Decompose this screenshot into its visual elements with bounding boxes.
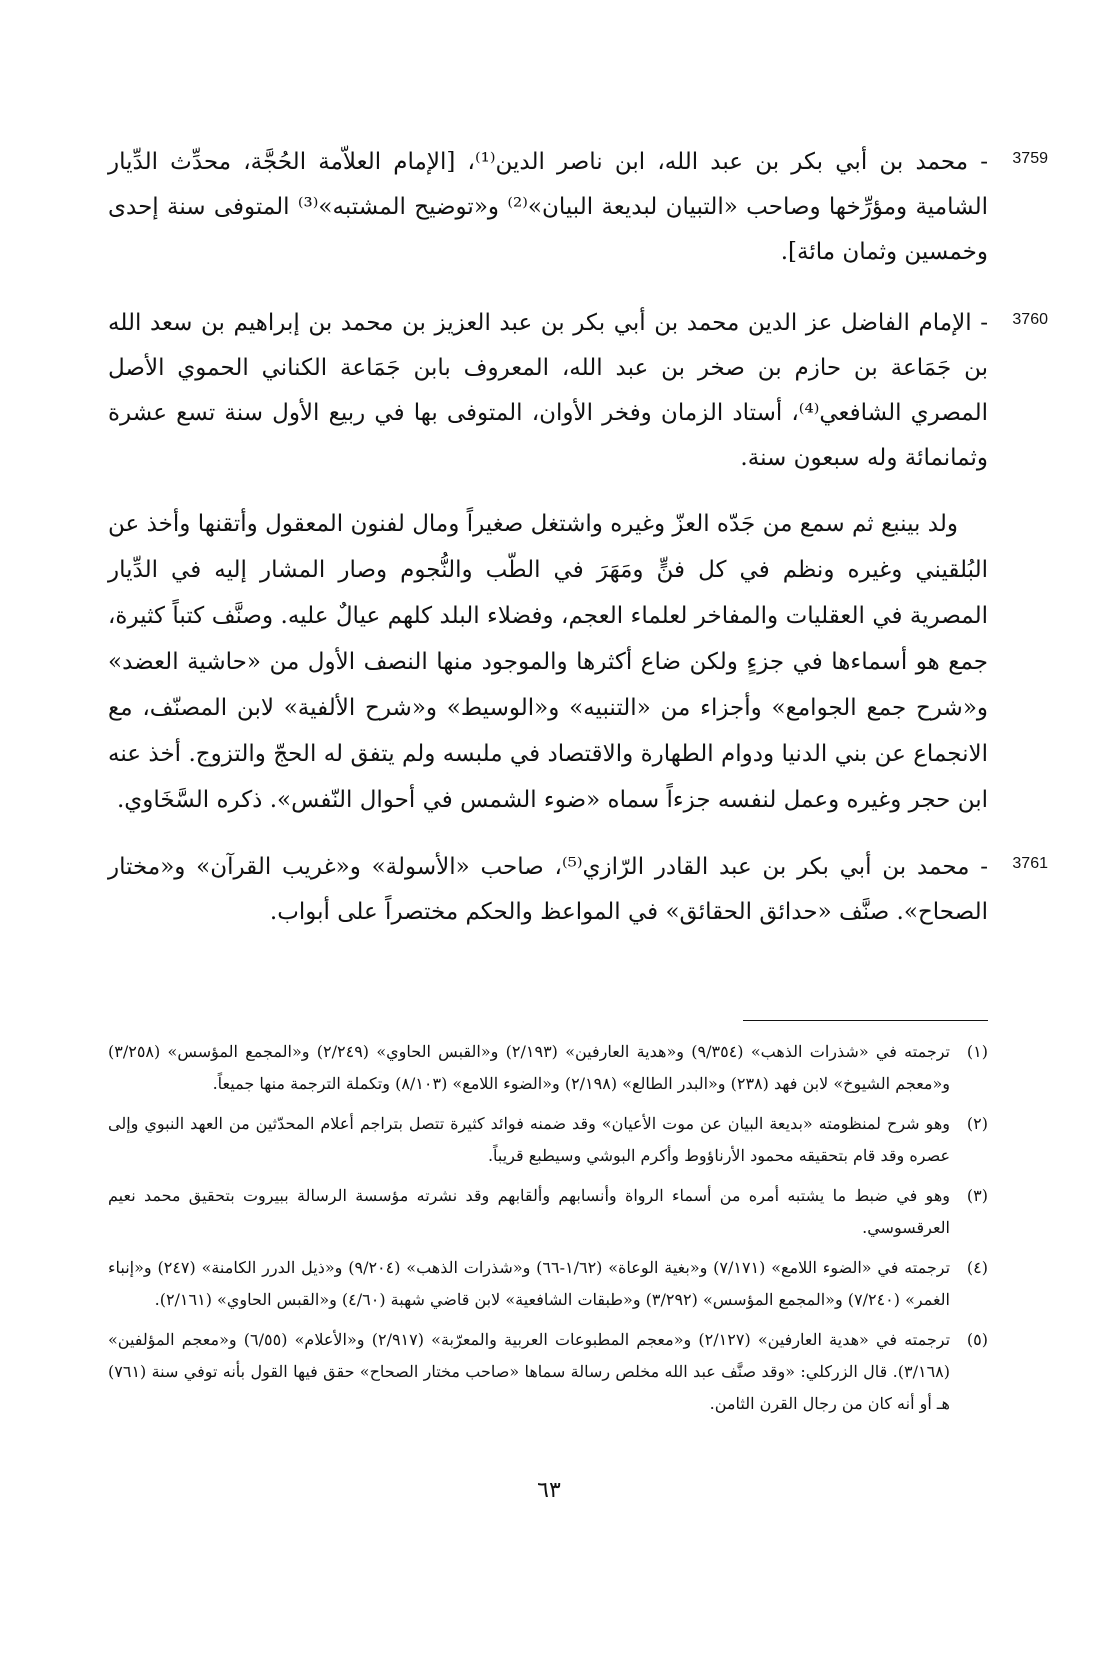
footnote-text: ترجمته في «هدية العارفين» (٢/١٢٧) و«معجم المطبوعات العربية والمعرّبة» (٢/٩١٧) و«الأعلام» (٦/٥٥) و«معجم المؤلفين» (٣/١٦٨). قال الزركلي: «وقد صنَّف عبد الله مخلص رسالة سماها «صاحب مختار الصحاح» حقق فيها القول بأنه توفي سنة (٧٦١) هـ أو أنه كان من رجال القرن الثامن. <box>108 1330 951 1413</box>
footnote <box>108 1108 988 1172</box>
footnote-marker: (٣) <box>966 1186 988 1205</box>
footnotes <box>108 1036 988 1428</box>
footnote-text: ترجمته في «شذرات الذهب» (٩/٣٥٤) و«هدية العارفين» (٢/١٩٣) و«القبس الحاوي» (٢/٢٤٩) و«المجمع المؤسس» (٣/٢٥٨) و«معجم الشيوخ» لابن فهد (٢٣٨) و«البدر الطالع» (٢/١٩٨) و«الضوء اللامع» (٨/١٠٣) وتكملة الترجمة منها جميعاً. <box>108 1042 951 1093</box>
entry-text: - الإمام الفاضل عز الدين محمد بن أبي بكر بن عبد العزيز بن محمد بن إبراهيم بن سعد الله بن جَمَاعة بن حازم بن صخر بن عبد الله، المعروف بابن جَمَاعة الكناني الحموي الأصل المصري الشافعي⁽⁴⁾، أستاد الزمان وفخر الأوان، المتوفى بها في ربيع الأول سنة تسع عشرة وثمانمائة وله سبعون سنة. <box>108 310 988 471</box>
page-number: ٦٣ <box>537 1478 561 1503</box>
entry-number: 3761 <box>1012 855 1048 872</box>
entry-number: 3759 <box>1012 150 1048 167</box>
biography-entry <box>108 845 1048 935</box>
footnote <box>108 1036 988 1100</box>
footnote-marker: (٥) <box>966 1330 988 1349</box>
biography-entry <box>108 301 1048 481</box>
biography-entry <box>108 140 1048 275</box>
footnote-text: ترجمته في «الضوء اللامع» (٧/١٧١) و«بغية الوعاة» (١/٦٢-٦٦) و«شذرات الذهب» (٩/٢٠٤) و«ذيل الدرر الكامنة» (٢٤٧) و«إنباء الغمر» (٧/٢٤٠) و«المجمع المؤسس» (٣/٢٩٢) و«طبقات الشافعية» لابن قاضي شهبة (٤/٦٠) و«القبس الحاوي» (٢/١٦١). <box>108 1258 951 1309</box>
footnote-divider <box>743 1020 988 1021</box>
footnote-marker: (٤) <box>966 1258 988 1277</box>
footnote <box>108 1180 988 1244</box>
entry-text: - محمد بن أبي بكر بن عبد الله، ابن ناصر الدين⁽¹⁾، [الإمام العلاّمة الحُجَّة، محدِّث الدِّيار الشامية ومؤرِّخها وصاحب «التبيان لبديعة البيان»⁽²⁾ و«توضيح المشتبه»⁽³⁾ المتوفى سنة إحدى وخمسين وثمان مائة]. <box>108 149 988 265</box>
footnote-text: وهو في ضبط ما يشتبه أمره من أسماء الرواة وأنسابهم وألقابهم وقد نشرته مؤسسة الرسالة ببيروت بتحقيق محمد نعيم العرقسوسي. <box>108 1186 950 1237</box>
entry-text: - محمد بن أبي بكر بن عبد القادر الرّازي⁽⁵⁾، صاحب «الأسولة» و«غريب القرآن» و«مختار الصحاح». صنَّف «حدائق الحقائق» في المواعظ والحكم مختصراً على أبواب. <box>108 854 988 925</box>
footnote-marker: (٢) <box>966 1114 988 1133</box>
main-text <box>108 140 1048 961</box>
footnote <box>108 1324 988 1420</box>
entry-number: 3760 <box>1012 311 1048 328</box>
entry-paragraph: ولد بينبع ثم سمع من جَدّه العزّ وغيره واشتغل صغيراً ومال لفنون المعقول وأتقنها وأخذ عن البُلقيني وغيره ونظم في كل فنٍّ ومَهَرَ في الطّب والنُّجوم وصار المشار إليه في الدِّيار المصرية في العقليات والمفاخر لعلماء العجم، وفضلاء البلد كلهم عيالٌ عليه. وصنَّف كتباً كثيرة، جمع هو أسماءها في جزءٍ ولكن ضاع أكثرها والموجود منها النصف الأول من «حاشية العضد» و«شرح جمع الجوامع» وأجزاء من «التنبيه» و«الوسيط» و«شرح الألفية» لابن المصنّف، مع الانجماع عن بني الدنيا ودوام الطهارة والاقتصاد في ملبسه ولم يتفق له الحجّ والتزوج. أخذ عنه ابن حجر وغيره وعمل لنفسه جزءاً سماه «ضوء الشمس في أحوال النّفس». ذكره السَّخَاوي. <box>108 511 988 813</box>
footnote-text: وهو شرح لمنظومته «بديعة البيان عن موت الأعيان» وقد ضمنه فوائد كثيرة تتصل بتراجم أعلام المحدّثين من العهد النبوي وإلى عصره وقد قام بتحقيقه محمود الأرناؤوط وأكرم البوشي وسيطبع قريباً. <box>108 1114 950 1165</box>
footnote <box>108 1252 988 1316</box>
footnote-marker: (١) <box>966 1042 988 1061</box>
